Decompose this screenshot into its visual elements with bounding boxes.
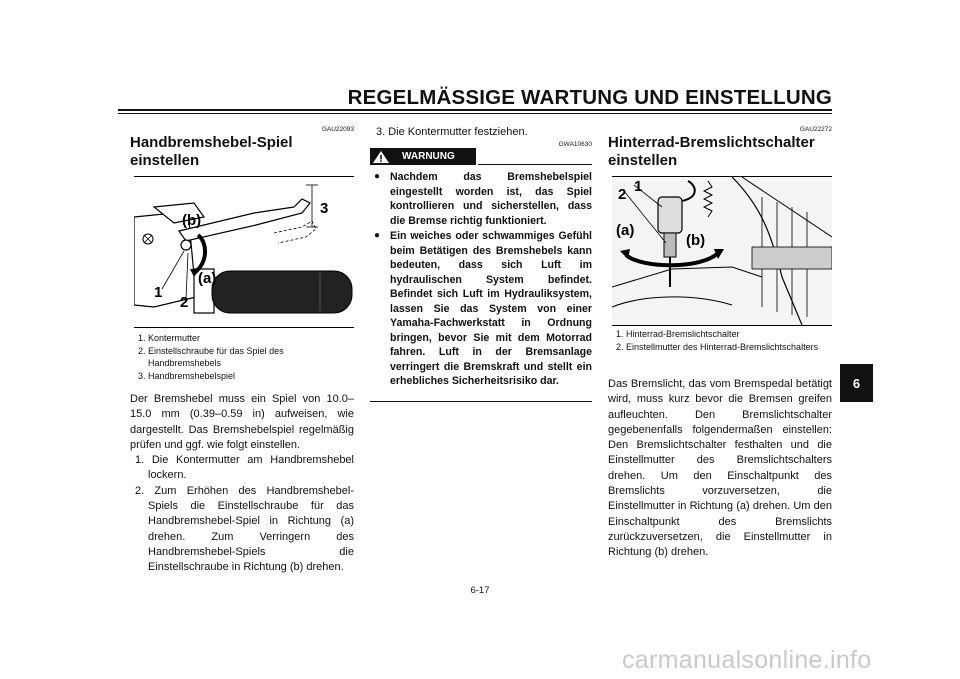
figure-label-1: 1 [634, 178, 643, 195]
figure-captions-right [616, 328, 832, 353]
figure-label-a: (a) [616, 222, 635, 239]
section-title-handbrake [130, 134, 360, 170]
warning-bottom-rule [370, 401, 592, 402]
warning-bullet: ● Ein weiches oder schwammiges Gefühl beim Betätigen des Bremshebels kann bedeuten, dass sich Luft im hydraulischen System befindet. Befindet sich Luft im Hydrauliksystem, lassen Sie das System von einer Yamaha-Fachwerkstatt in Ordnung bringen, bevor Sie mit dem Motorrad fahren. Luft in der Bremsanlage verringert die Bremskraft und stellt ein erhebliches Sicherheitsrisiko dar. [378, 229, 592, 389]
caption-item: 3. Handbremshebelspiel [138, 370, 236, 381]
warning-body [378, 170, 592, 390]
body-text-right: Das Bremslicht, das vom Bremspedal betätigt wird, muss kurz bevor die Bremsen greifen aufleuchten. Den Bremslichtschalter gegebenenfalls folgendermaßen einstellen: Den Bremslichtschalter festhalten und die Einstellmutter des Bremslichtschalters drehen. Um den Einschaltpunkt des Bremslichts vorzuversetzen, die Einstellmutter in Richtung (a) drehen. Um den Einschaltpunkt des Bremslichts zurückzuversetzen, die Einstellmutter in Richtung (b) drehen. [608, 378, 832, 559]
brake-switch-figure [612, 176, 832, 326]
step-item: 1. Die Kontermutter am Handbremshebel lockern. [135, 454, 354, 482]
figure-label-b: (b) [182, 212, 202, 229]
section-title-line: Handbremshebel-Spiel [130, 134, 293, 151]
section-code: GAU22272 [799, 126, 832, 133]
warning-code: GWA10630 [558, 141, 592, 148]
figure-label-b: (b) [686, 232, 706, 249]
figure-label-3: 3 [320, 200, 329, 217]
handbrake-lever-figure [134, 176, 354, 328]
section-title-line: Hinterrad-Bremslichtschalter [608, 134, 815, 151]
figure-label-2: 2 [618, 186, 627, 203]
brake-switch-illustration [612, 177, 832, 325]
warning-rule [478, 164, 592, 165]
section-title-brake-switch [608, 134, 838, 170]
figure-label-2: 2 [180, 294, 189, 311]
handbrake-illustration [134, 177, 354, 327]
section-code: GAU22093 [321, 126, 354, 133]
warning-header [370, 148, 476, 165]
figure-label-a: (a) [198, 270, 217, 287]
section-title-line: einstellen [130, 152, 200, 169]
header-rule-thin [118, 113, 832, 114]
chapter-tab[interactable]: 6 [840, 364, 873, 402]
step-item-3: 3. Die Kontermutter festziehen. [376, 126, 528, 138]
watermark[interactable]: carmanualsonline.info [622, 646, 872, 674]
caption-item: 1. Kontermutter [138, 333, 201, 343]
caption-item: 2. Einstellmutter des Hinterrad-Bremslichtschalters [616, 341, 819, 352]
page-header-title: REGELMÄSSIGE WARTUNG UND EINSTELLUNG [347, 86, 832, 109]
header-rule [118, 109, 832, 111]
body-text-left [130, 392, 354, 576]
paragraph: Der Bremshebel muss ein Spiel von 10.0–15.0 mm (0.39–0.59 in) aufweisen, wie dargestellt. Das Bremshebelspiel regelmäßig prüfen und ggf. wie folgt einstellen. [130, 393, 354, 451]
page-number: 6-17 [470, 585, 490, 596]
step-item: 2. Zum Erhöhen des Handbremshebel-Spiels die Einstellschraube für das Handbremshebel-Spiel in Richtung (a) drehen. Zum Verringern des Handbremshebel-Spiels die Einstellschraube in Richtung (b) drehen. [135, 484, 354, 574]
section-title-line: einstellen [608, 152, 678, 169]
caption-item: 1. Hinterrad-Bremslichtschalter [616, 329, 740, 339]
warning-label: WARNUNG [402, 151, 455, 162]
warning-bullet: ● Nachdem das Bremshebelspiel eingestellt worden ist, das Spiel kontrollieren und sicherstellen, dass die Bremse richtig funktioniert. [378, 170, 592, 228]
caption-item: 2. Einstellschraube für das Spiel des Handbremshebels [138, 345, 284, 368]
figure-label-1: 1 [154, 284, 163, 301]
warning-triangle-icon [370, 149, 392, 165]
figure-captions-left [138, 332, 354, 382]
